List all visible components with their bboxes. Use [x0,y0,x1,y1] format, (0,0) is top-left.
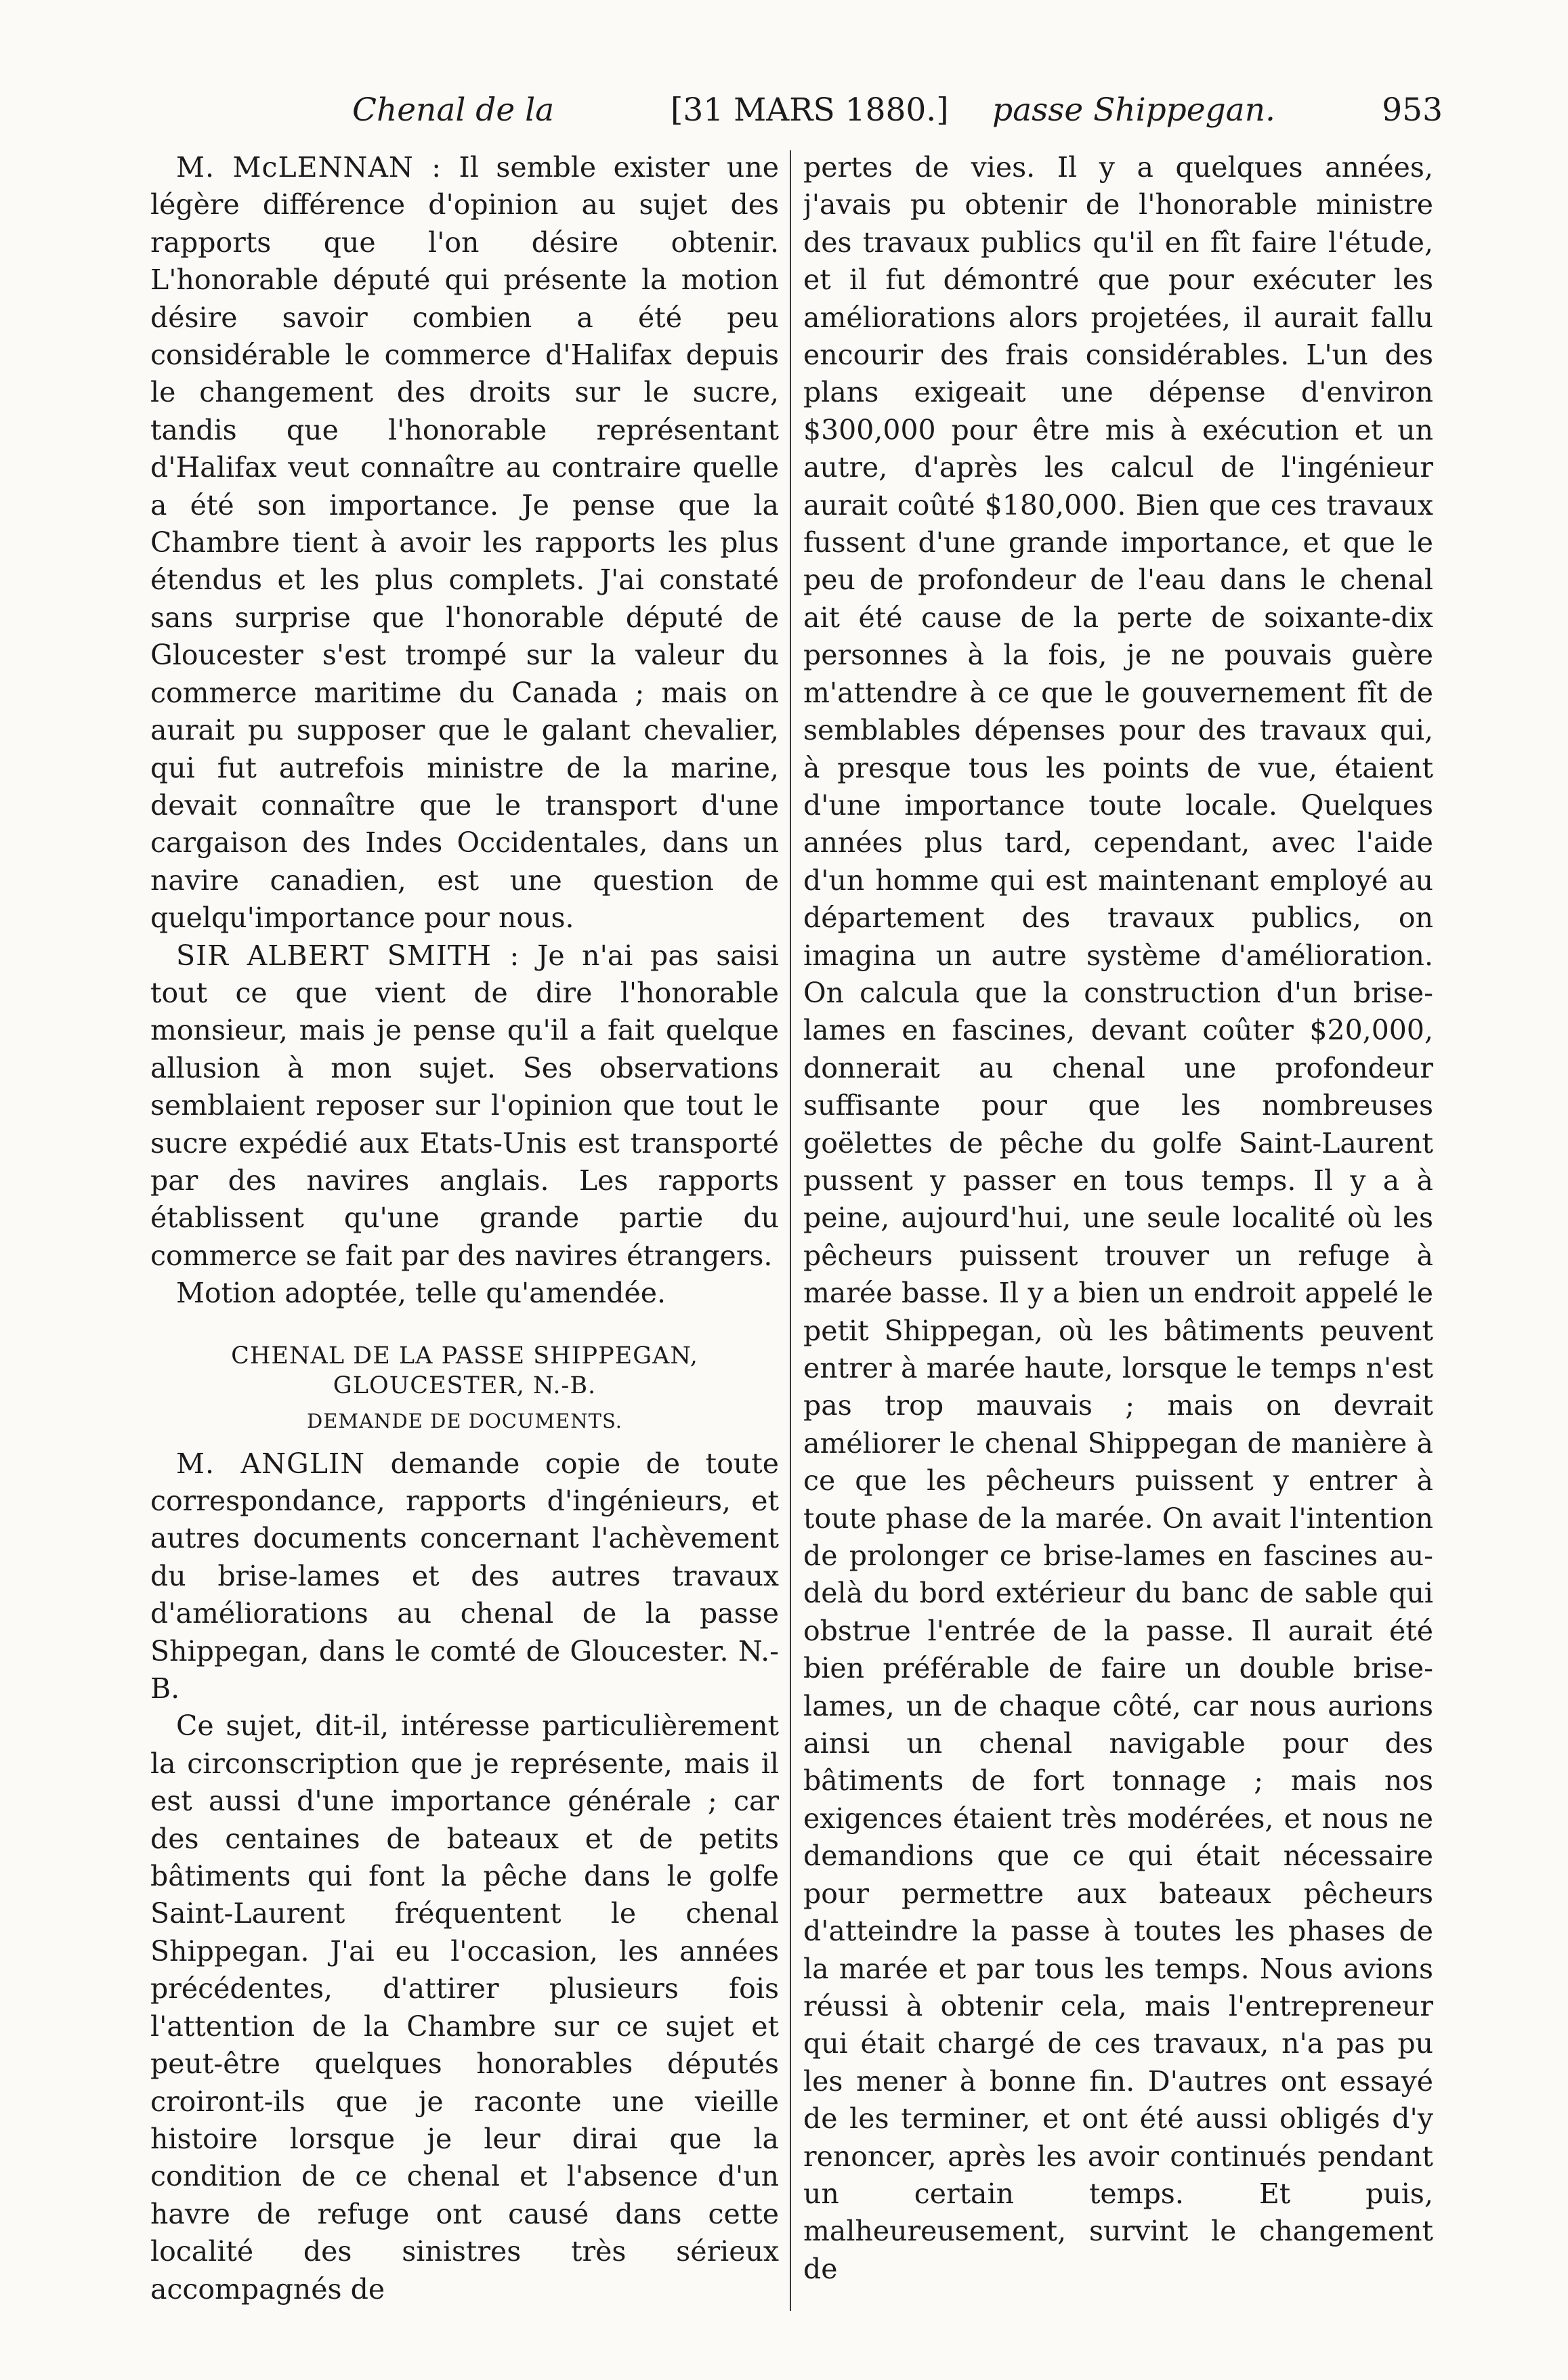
paragraph-mclennan [150,149,779,937]
section-title: CHENAL DE LA PASSE SHIPPEGAN, GLOUCESTER, N.-B. [231,1342,698,1399]
paragraph-text: Il semble exister une légère différence d'opinion au sujet des rapports que l'on désire obtenir. L'honorable député qui présente la motion désire savoir combien a été peu considérable le commerce d'Halifax depuis le changement des droits sur le sucre, tandis que l'honorable représentant d'Halifax veut connaître au contraire quelle a été son importance. Je pense que la Chambre tient à avoir les rapports les plus étendus et les plus complets. J'ai constaté sans surprise que l'honorable député de Gloucester s'est trompé sur la valeur du commerce maritime du Canada ; mais on aurait pu supposer que le galant chevalier, qui fut autrefois ministre de la marine, devait connaître que le transport d'une cargaison des Indes Occidentales, dans un navire canadien, est une question de quelqu'importance pour nous. [150,151,779,935]
page-number: 953 [1382,91,1443,129]
speaker-name: M. McLENNAN : [176,151,442,184]
header-right-title: passe Shippegan. [992,91,1275,129]
section-subtitle: DEMANDE DE DOCUMENTS. [307,1409,622,1432]
paragraph-anglin [150,1445,779,1708]
motion-line: Motion adoptée, telle qu'amendée. [176,1277,666,1310]
header-left-title: Chenal de la [352,91,555,129]
header-date: [31 MARS 1880.] [671,91,949,129]
speaker-name: SIR ALBERT SMITH : [176,939,520,972]
paragraph-text: Je n'ai pas saisi tout ce que vient de dire l'honorable monsieur, mais je pense qu'il a fait quelque allusion à mon sujet. Ses observations semblaient reposer sur l'opinion que tout le sucre expédié aux Etats-Unis est transporté par des navires anglais. Les rapports établissent qu'une grande partie du commerce se fait par des navires étrangers. [150,939,779,1272]
paragraph-anglin-continued: Ce sujet, dit-il, intéresse particulièrement la circonscription que je représente, mais il est aussi d'une importance générale ; car des centaines de bateaux et de petits bâtiments qui font la pêche dans le golfe Saint-Laurent fréquentent le chenal Shippegan. J'ai eu l'occasion, les années précédentes, d'attirer plusieurs fois l'attention de la Chambre sur ce sujet et peut-être quelques honorables députés croiront-ils que je raconte une vieille histoire lorsque je leur dirai que la condition de ce chenal et l'absence d'un havre de refuge ont causé dans cette localité des sinistres très sérieux accompagnés de [150,1709,779,2305]
paragraph-smith [150,937,779,1275]
right-column [803,149,1433,2326]
page-header [135,87,1443,134]
paragraph-text: demande copie de toute correspondance, rapports d'ingénieurs, et autres documents concernant l'achèvement du brise-lames et des autres travaux d'améliorations au chenal de la passe Shippegan, dans le comté de Gloucester. N.-B. [150,1447,779,1705]
speaker-name: M. ANGLIN [176,1447,366,1480]
left-column [150,149,779,2326]
paragraph-continuation: pertes de vies. Il y a quelques années, j'avais pu obtenir de l'honorable ministre des travaux publics qu'il en fît faire l'étude, et il fut démontré que pour exécuter les améliorations alors projetées, il aurait fallu encourir des frais considérables. L'un des plans exigeait une dépense d'environ $300,000 pour être mis à exécution et un autre, d'après les calcul de l'ingénieur aurait coûté $180,000. Bien que ces travaux fussent d'une grande importance, et que le peu de profondeur de l'eau dans le chenal ait été cause de la perte de soixante-dix personnes à la fois, je ne pouvais guère m'attendre à ce que le gouvernement fît de semblables dépenses pour des travaux qui, à presque tous les points de vue, étaient d'une importance toute locale. Quelques années plus tard, cependant, avec l'aide d'un homme qui est maintenant employé au département des travaux publics, on imagina un autre système d'amélioration. On calcula que la construction d'un brise-lames en fascines, devant coûter $20,000, donnerait au chenal une profondeur suffisante pour que les nombreuses goëlettes de pêche du golfe Saint-Laurent pussent y passer en tous temps. Il y a à peine, aujourd'hui, une seule localité où les pêcheurs puissent trouver un refuge à marée basse. Il y a bien un endroit appelé le petit Shippegan, où les bâtiments peuvent entrer à marée haute, lorsque le temps n'est pas trop mauvais ; mais on devrait améliorer le chenal Shippegan de manière à ce que les pêcheurs puissent y entrer à toute phase de la marée. On avait l'intention de prolonger ce brise-lames en fascines au-delà du bord extérieur du banc de sable qui obstrue l'entrée de la passe. Il aurait été bien préférable de faire un double brise-lames, un de chaque côté, car nous aurions ainsi un chenal navigable pour des bâtiments de fort tonnage ; mais nos exigences étaient très modérées, et nous ne demandions que ce qui était nécessaire pour permettre aux bateaux pêcheurs d'atteindre la passe à toutes les phases de la marée et par tous les temps. Nous avions réussi à obtenir cela, mais l'entrepreneur qui était chargé de ces travaux, n'a pas pu les mener à bonne fin. D'autres ont essayé de les terminer, et ont été aussi obligés d'y renoncer, après les avoir continués pendant un certain temps. Et puis, malheureusement, survint le changement de [803,151,1433,2285]
column-divider [790,150,791,2311]
